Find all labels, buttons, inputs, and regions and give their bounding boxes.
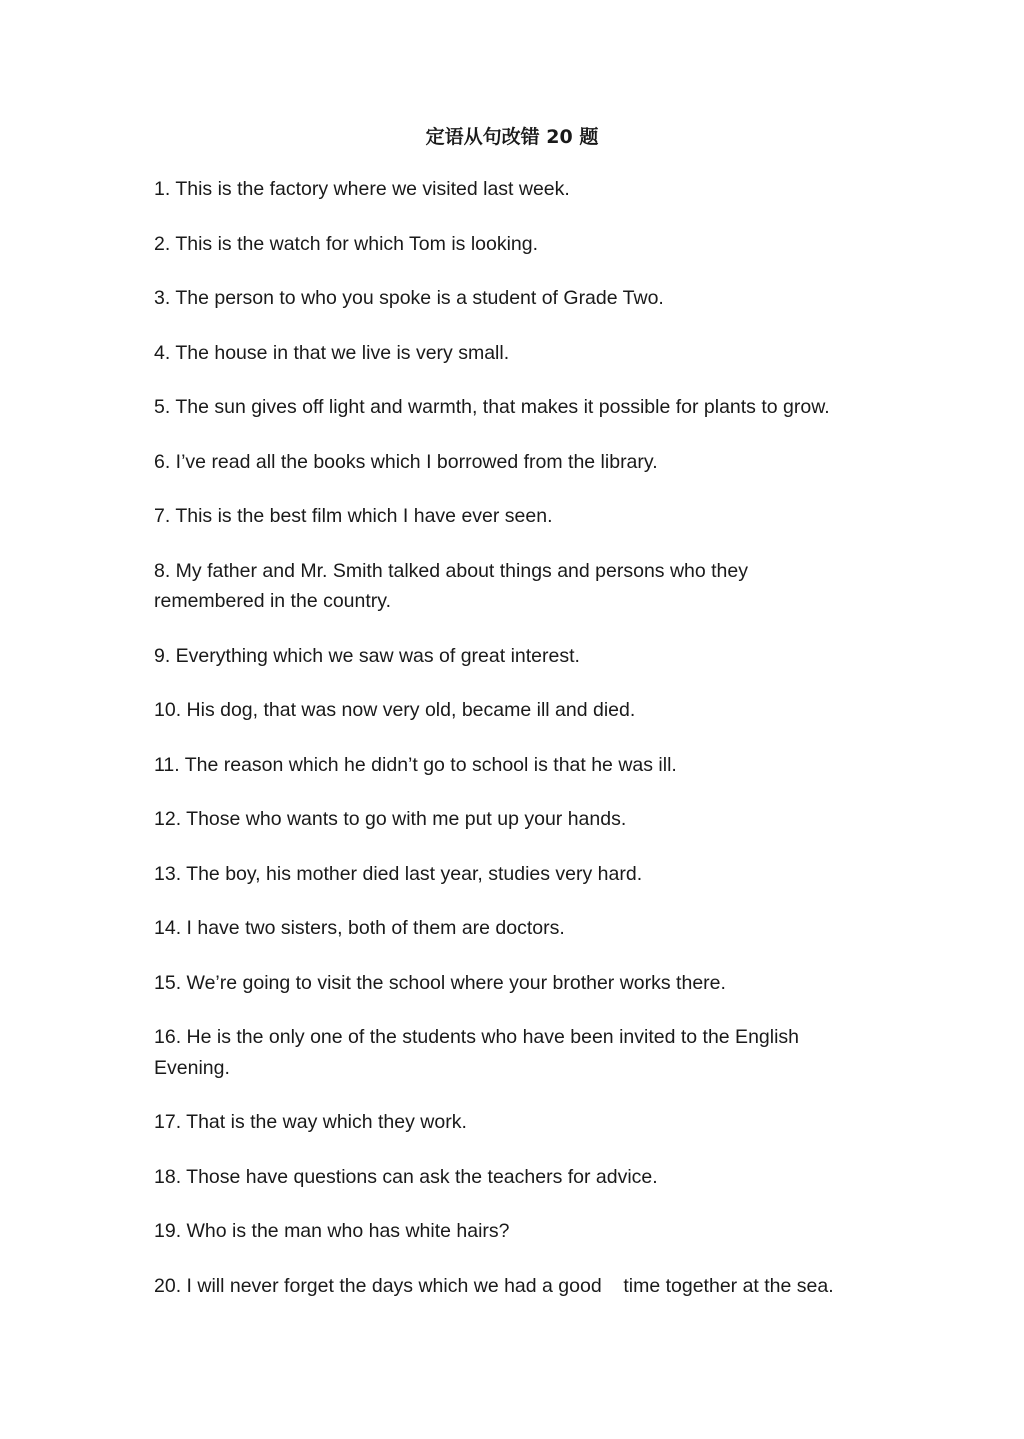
exercise-item-13: 13. The boy, his mother died last year, studies very hard.: [154, 862, 643, 885]
document-title: 定语从句改错 20 题: [425, 126, 599, 148]
exercise-item-6: 6. I’ve read all the books which I borrowed from the library.: [154, 450, 658, 473]
exercise-item-17: 17. That is the way which they work.: [154, 1111, 467, 1133]
exercise-item-7: 7. This is the best film which I have ever seen.: [154, 505, 553, 527]
exercise-item-8: 8. My father and Mr. Smith talked about things and persons who they remembered in the country.: [154, 559, 748, 612]
exercise-item-18: 18. Those have questions can ask the teachers for advice.: [154, 1165, 658, 1188]
exercise-item-11: 11. The reason which he didn’t go to school is that he was ill.: [154, 753, 677, 776]
exercise-item-10: 10. His dog, that was now very old, became ill and died.: [154, 699, 636, 721]
exercise-item-2: 2. This is the watch for which Tom is looking.: [154, 232, 539, 255]
exercise-item-15: 15. We’re going to visit the school where your brother works there.: [154, 971, 726, 994]
exercise-list: [154, 174, 884, 1325]
exercise-item-5: 5. The sun gives off light and warmth, that makes it possible for plants to grow.: [154, 396, 830, 418]
exercise-item-9: 9. Everything which we saw was of great interest.: [154, 644, 580, 667]
exercise-item-3: 3. The person to who you spoke is a student of Grade Two.: [154, 287, 664, 309]
exercise-item-14: 14. I have two sisters, both of them are doctors.: [154, 917, 565, 939]
exercise-item-12: 12. Those who wants to go with me put up your hands.: [154, 808, 627, 830]
exercise-item-1: 1. This is the factory where we visited last week.: [154, 178, 570, 200]
exercise-item-4: 4. The house in that we live is very small.: [154, 341, 510, 364]
exercise-item-20: 20. I will never forget the days which we had a good time together at the sea.: [154, 1274, 834, 1297]
exercise-item-19: 19. Who is the man who has white hairs?: [154, 1220, 510, 1242]
exercise-item-16: 16. He is the only one of the students who have been invited to the English Evening.: [154, 1026, 800, 1079]
